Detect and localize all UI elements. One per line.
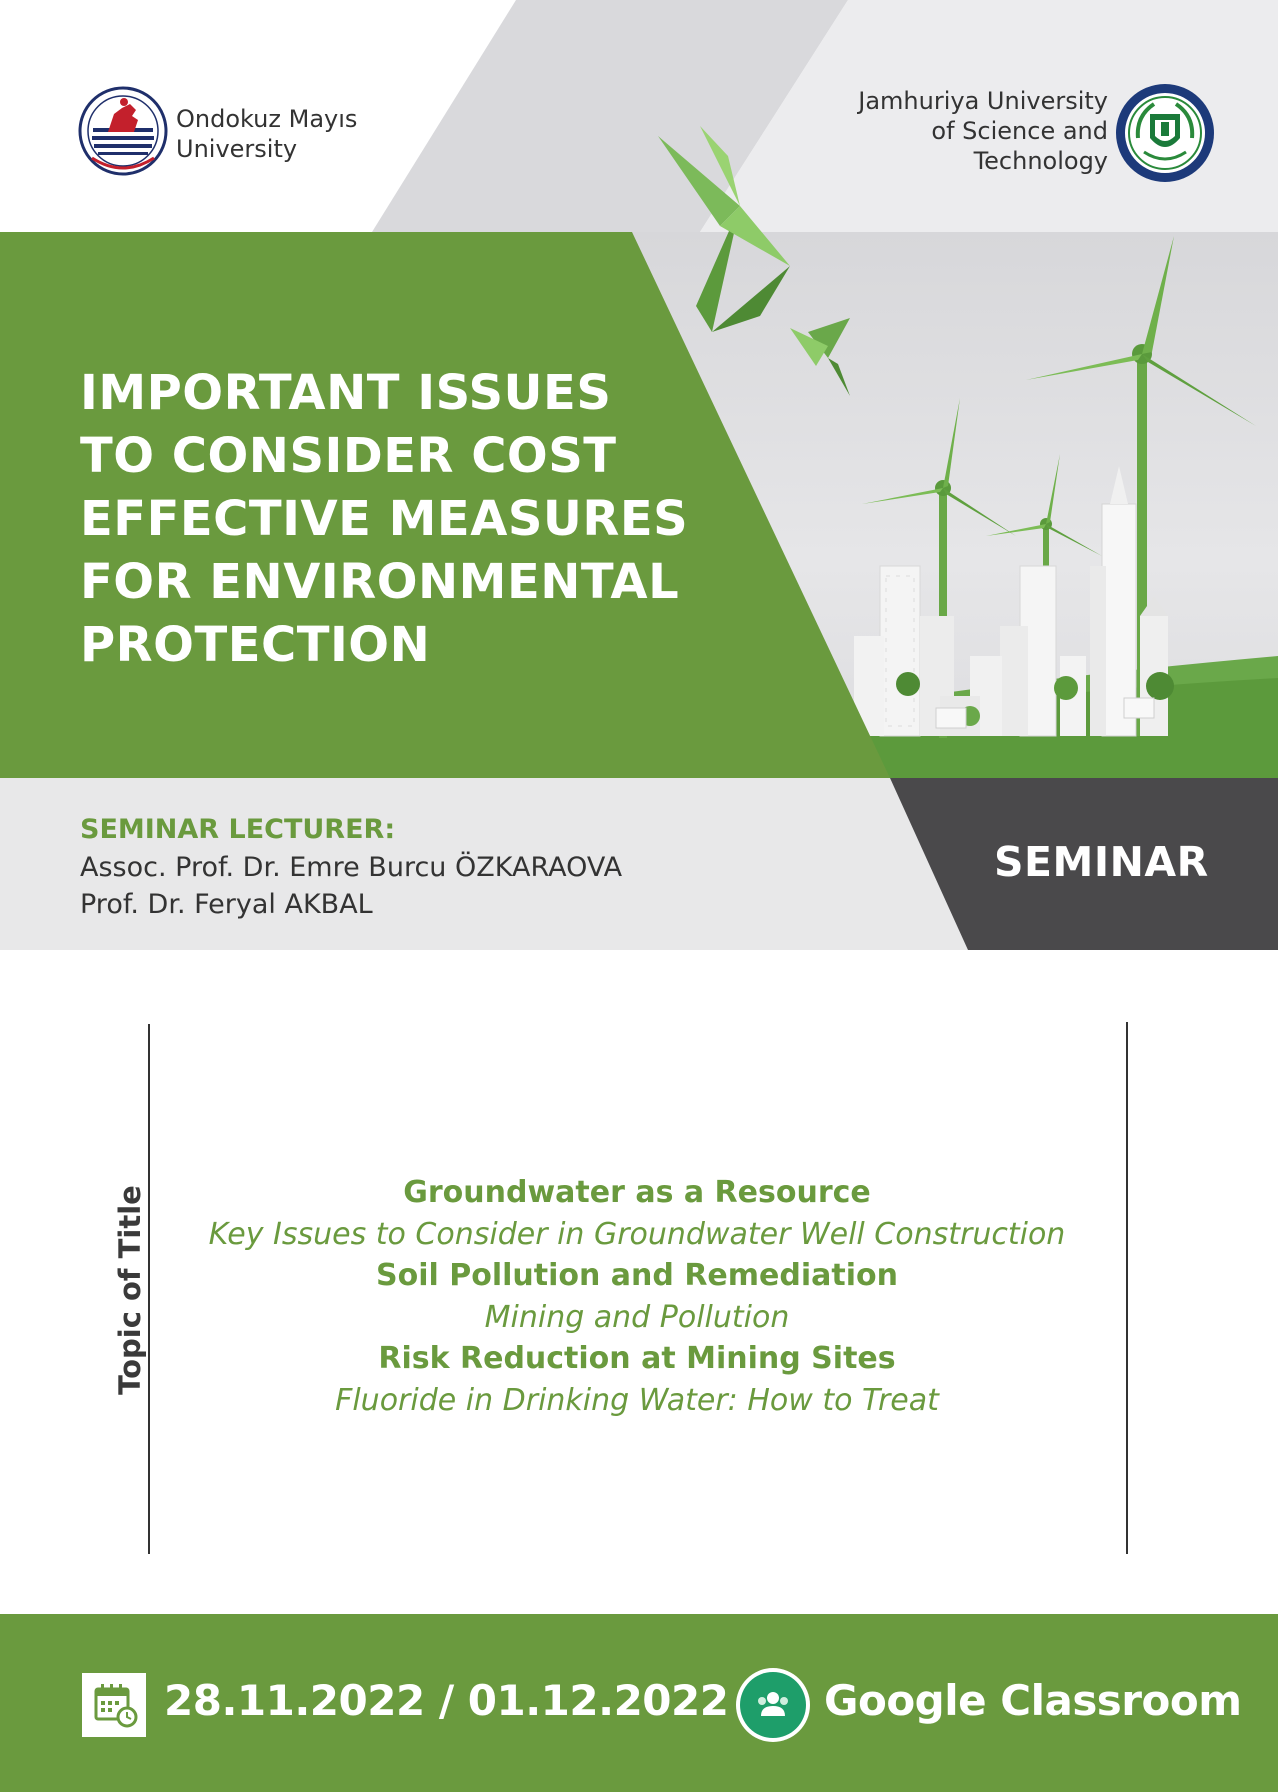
google-classroom-icon — [736, 1668, 810, 1742]
title-line: PROTECTION — [80, 617, 431, 673]
right-university-line: Jamhuriya University — [858, 87, 1108, 115]
topic-item: Soil Pollution and Remediation — [376, 1258, 898, 1293]
topic-item: Fluoride in Drinking Water: How to Treat — [335, 1383, 939, 1418]
platform-label: Google Classroom — [824, 1676, 1242, 1725]
lecturer-name: Assoc. Prof. Dr. Emre Burcu ÖZKARAOVA — [80, 852, 623, 883]
right-divider-line — [1126, 1022, 1128, 1554]
topics-list — [150, 1172, 1124, 1421]
topic-item: Key Issues to Consider in Groundwater Well Construction — [208, 1217, 1066, 1252]
lecturer-label: SEMINAR LECTURER: — [80, 814, 396, 845]
right-university-line: of Science and — [931, 117, 1108, 145]
calendar-clock-icon — [82, 1673, 146, 1737]
title-line: IMPORTANT ISSUES — [80, 365, 612, 421]
left-university-line: University — [176, 135, 298, 163]
lecturer-name: Prof. Dr. Feryal AKBAL — [80, 889, 373, 920]
topic-item: Mining and Pollution — [484, 1300, 790, 1335]
ondokuz-mayis-logo-icon — [78, 86, 168, 176]
left-university-name — [176, 104, 396, 164]
right-university-line: Technology — [973, 147, 1108, 175]
title-line: EFFECTIVE MEASURES — [80, 491, 689, 547]
topic-item: Groundwater as a Resource — [403, 1175, 871, 1210]
title-line: TO CONSIDER COST — [80, 428, 617, 484]
left-university-line: Ondokuz Mayıs — [176, 105, 358, 133]
topics-label: Topic of Title — [113, 1185, 147, 1395]
seminar-title — [80, 362, 720, 677]
event-type-label: SEMINAR — [994, 838, 1209, 886]
title-line: FOR ENVIRONMENTAL — [80, 554, 680, 610]
topic-item: Risk Reduction at Mining Sites — [378, 1341, 896, 1376]
event-date: 28.11.2022 / 01.12.2022 — [164, 1676, 729, 1725]
